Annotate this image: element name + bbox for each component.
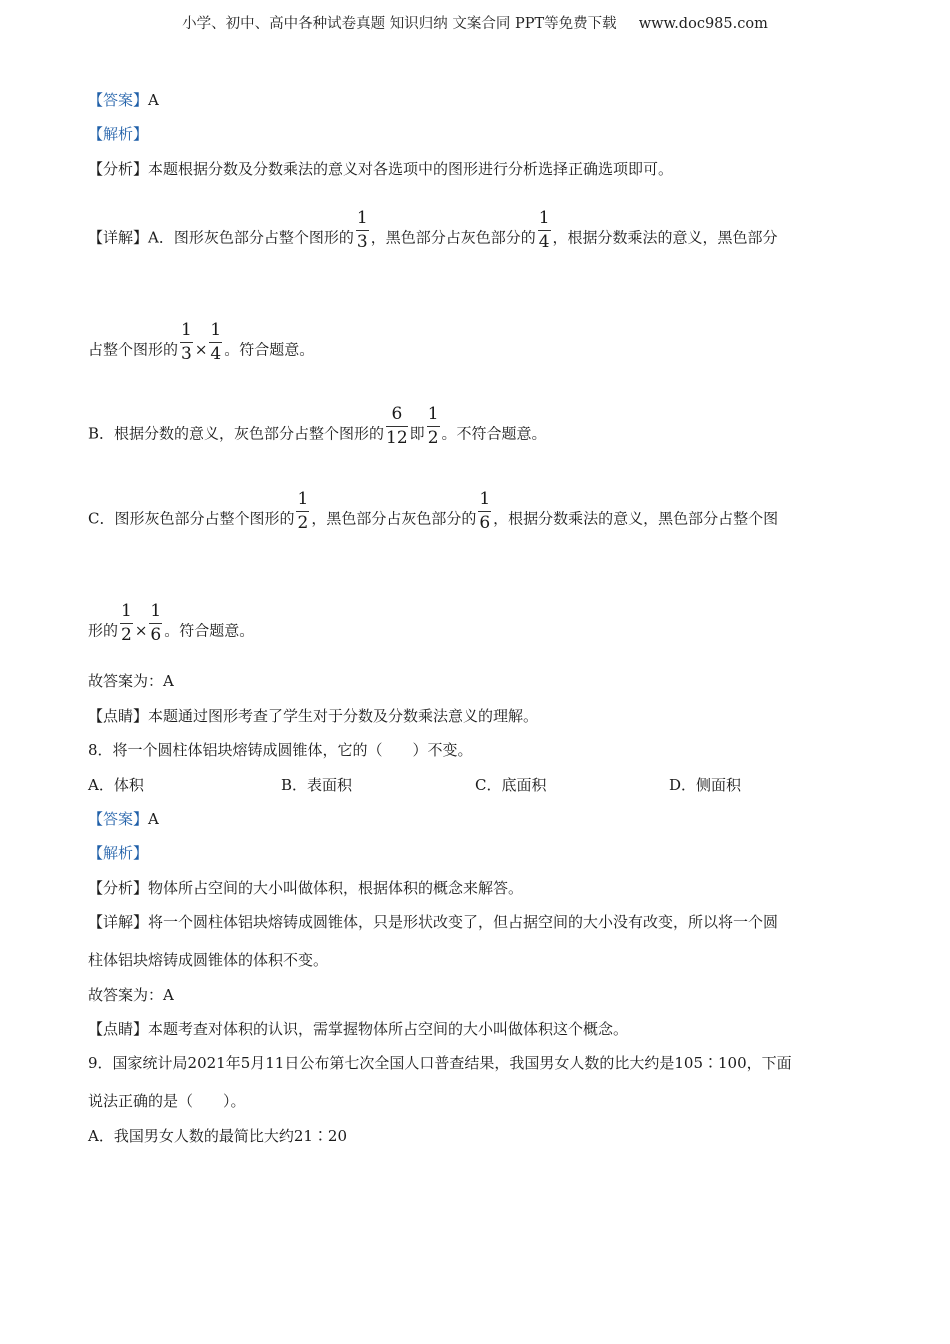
numerator: 1	[538, 210, 551, 231]
fraction	[386, 406, 408, 447]
numerator: 1	[180, 322, 193, 343]
answer-value: A	[148, 810, 159, 828]
q7-option-a-line1	[88, 208, 778, 259]
denominator: 3	[181, 344, 192, 364]
q8-option-c: C．底面积	[475, 776, 547, 794]
dianjing-tag: 【点睛】	[88, 1020, 149, 1038]
option-c-text: ，根据分数乘法的意义，黑色部分占整个图	[493, 509, 779, 528]
dianjing-text: 本题考查对体积的认识，需掌握物体所占空间的大小叫做体积这个概念。	[148, 1020, 629, 1038]
option-a-text: ，根据分数乘法的意义，黑色部分	[552, 228, 778, 247]
fraction	[180, 322, 193, 363]
xiangjie-tag: 【详解】	[88, 913, 149, 931]
q7-fenxi-line	[88, 159, 673, 179]
q8-question: 8．将一个圆柱体铝块熔铸成圆锥体，它的（ ）不变。	[88, 741, 473, 759]
option-c-text: ，黑色部分占灰色部分的	[311, 509, 477, 528]
times-sign: ×	[194, 340, 208, 359]
jiexi-tag: 【解析】	[88, 125, 149, 143]
option-a-text: ，黑色部分占灰色部分的	[370, 228, 536, 247]
numerator: 1	[120, 603, 133, 624]
option-b-text: 。不符合题意。	[441, 424, 547, 443]
option-b-text: B．根据分数的意义，灰色部分占整个图形的	[88, 424, 385, 443]
fraction	[427, 406, 440, 447]
answer-tag: 【答案】	[88, 810, 149, 828]
fenxi-text: 物体所占空间的大小叫做体积，根据体积的概念来解答。	[148, 879, 524, 897]
numerator: 1	[209, 322, 222, 343]
dianjing-tag: 【点睛】	[88, 707, 149, 725]
fraction	[538, 210, 551, 251]
denominator: 2	[297, 513, 309, 533]
fraction	[296, 491, 309, 532]
q8-final-answer: 故答案为：A	[88, 986, 174, 1004]
q7-jiexi-line	[88, 124, 148, 144]
q7-option-b-line	[88, 404, 547, 455]
xiangjie-text: 将一个圆柱体铝块熔铸成圆锥体，只是形状改变了，但占据空间的大小没有改变，所以将一个圆	[148, 913, 779, 931]
q8-xiangjie-line1	[88, 912, 778, 932]
header-text: 小学、初中、高中各种试卷真题 知识归纳 文案合同 PPT等免费下载	[182, 16, 617, 32]
option-c-text: 。符合题意。	[164, 621, 255, 640]
q7-option-a-line2	[88, 320, 315, 371]
q8-fenxi-line	[88, 878, 523, 898]
times-sign: ×	[134, 621, 148, 640]
fraction	[149, 603, 162, 644]
option-c-text: C．图形灰色部分占整个图形的	[88, 509, 295, 528]
q8-option-d: D．侧面积	[669, 776, 742, 794]
q7-option-c-line1	[88, 489, 779, 540]
fraction	[120, 603, 133, 644]
denominator: 4	[210, 344, 222, 364]
denominator: 2	[427, 428, 439, 448]
denominator: 6	[150, 625, 162, 645]
q8-answer-line	[88, 809, 159, 829]
denominator: 3	[356, 232, 368, 252]
fenxi-tag: 【分析】	[88, 879, 149, 897]
denominator: 2	[121, 625, 132, 645]
denominator: 6	[479, 513, 491, 533]
denominator: 4	[538, 232, 550, 252]
denominator: 12	[386, 428, 408, 448]
jiexi-tag: 【解析】	[88, 844, 149, 862]
q9-option-a: A．我国男女人数的最简比大约21∶20	[88, 1127, 348, 1145]
numerator: 1	[149, 603, 162, 624]
option-a-text: 占整个图形的	[88, 340, 179, 359]
q9-question-line2: 说法正确的是（ ）。	[88, 1092, 246, 1110]
q8-option-a: A．体积	[88, 776, 144, 794]
option-b-text: 即	[409, 424, 425, 443]
q7-option-c-line2	[88, 601, 255, 652]
numerator: 6	[386, 406, 408, 427]
option-a-text: 。符合题意。	[224, 340, 315, 359]
q7-dianjing-line	[88, 706, 538, 726]
q7-answer-line	[88, 90, 159, 110]
fraction	[356, 210, 369, 251]
q7-final-answer: 故答案为：A	[88, 672, 174, 690]
q8-xiangjie-line2: 柱体铝块熔铸成圆锥体的体积不变。	[88, 951, 329, 969]
numerator: 1	[478, 491, 491, 512]
page-header	[0, 12, 950, 33]
fraction	[209, 322, 222, 363]
q9-question-line1: 9．国家统计局2021年5月11日公布第七次全国人口普查结果，我国男女人数的比大约是105∶100，下面	[88, 1054, 792, 1072]
header-url[interactable]: www.doc985.com	[638, 16, 768, 32]
q8-jiexi-line	[88, 843, 148, 863]
numerator: 1	[296, 491, 309, 512]
fraction	[478, 491, 491, 532]
numerator: 1	[427, 406, 440, 427]
option-a-text: A．图形灰色部分占整个图形的	[148, 228, 354, 247]
fenxi-text: 本题根据分数及分数乘法的意义对各选项中的图形进行分析选择正确选项即可。	[148, 160, 674, 178]
fenxi-tag: 【分析】	[88, 160, 149, 178]
dianjing-text: 本题通过图形考查了学生对于分数及分数乘法意义的理解。	[148, 707, 539, 725]
answer-value: A	[148, 91, 159, 109]
xiangjie-tag: 【详解】	[88, 228, 149, 247]
q8-option-b: B．表面积	[281, 776, 353, 794]
numerator: 1	[356, 210, 369, 231]
option-c-text: 形的	[88, 621, 119, 640]
answer-tag: 【答案】	[88, 91, 149, 109]
q8-dianjing-line	[88, 1019, 628, 1039]
